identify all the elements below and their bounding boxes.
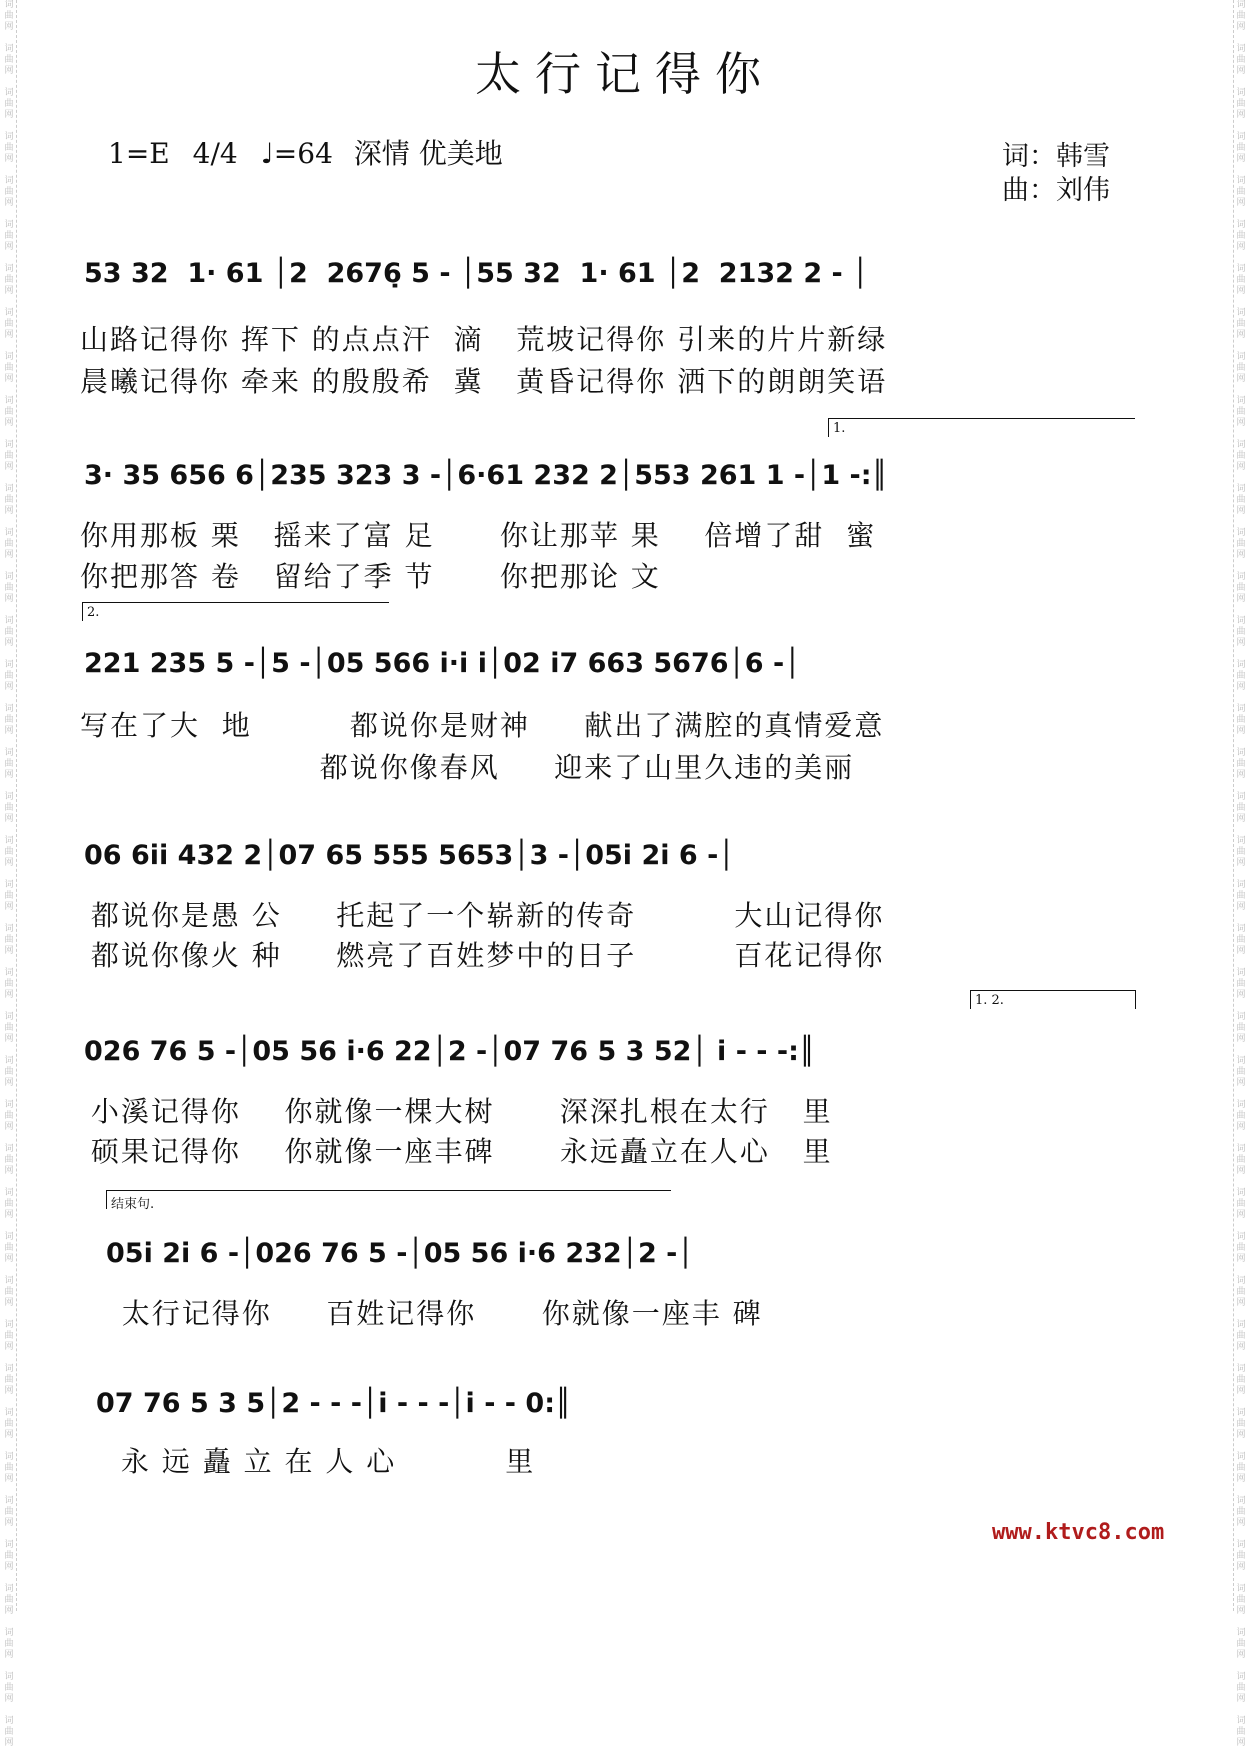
lyric-row-3-verse-2: 都说你像春风 迎来了山里久违的美丽	[80, 751, 855, 784]
notation-row-7: 07 76 5 3 5│2 - - -│i - - -│i - - 0:║	[96, 1388, 572, 1419]
lyric-row-4-verse-2: 都说你像火 种 燃亮了百姓梦中的日子 百花记得你	[80, 939, 885, 972]
lyric-row-4-verse-1: 都说你是愚 公 托起了一个崭新的传奇 大山记得你	[80, 899, 885, 932]
notation-row-3: 221 235 5 -│5 -│05 566 i·i i│02 i7 663 5676│6 -│	[84, 648, 801, 679]
volta-first-second-ending: 1. 2.	[970, 990, 1136, 1009]
lyric-row-7: 永 远 矗 立 在 人 心 里	[110, 1445, 536, 1478]
lyric-row-6: 太行记得你 百姓记得你 你就像一座丰 碑	[100, 1297, 763, 1330]
time-signature: 4/4	[192, 137, 238, 170]
expression-marking: 深情 优美地	[353, 137, 503, 170]
site-url: www.ktvc8.com	[992, 1520, 1165, 1545]
volta-second-ending: 2.	[82, 602, 389, 621]
side-watermark-left: 词 曲 网 词 曲 网 词 曲 网 词 曲 网 词 曲 网 词 曲 网 词 曲 网 词 曲 网 词 曲 网 词 曲 网 词 曲 网 词 曲 网 词 曲 网 词 曲 网 词 曲 网 词 曲 网 词 曲 网 词 曲 网 词 曲 网 词 曲 网 词 曲 网 词 曲 网 词 曲 网 词 曲 网 词 曲 网 词 曲 网 词 曲 网 词 曲 网 词 曲 网 词 曲 网 词 曲 网 词 曲 网 词 曲 网 词 曲 网 词 曲 网 词 曲 网 词 曲 网 词 曲 网 词 曲 网 词 曲 网	[2, 0, 17, 1611]
notation-row-2: 3· 35 656 6│235 323 3 -│6·61 232 2│553 261 1 -│1 -:║	[84, 460, 888, 491]
lyric-row-1-verse-2: 晨曦记得你 牵来 的殷殷希 冀 黄昏记得你 洒下的朗朗笑语	[80, 365, 888, 398]
tempo-marking: ♩=64	[260, 137, 333, 170]
score-header	[108, 132, 503, 172]
song-title: 太行记得你	[475, 47, 775, 101]
lyricist-credit: 词：韩雪	[1002, 141, 1110, 172]
notation-row-4: 06 6ii 432 2│07 65 555 5653│3 -│05i 2i 6 -│	[84, 840, 735, 871]
lyric-row-3-verse-1: 写在了大 地 都说你是财神 献出了满腔的真情爱意	[80, 709, 885, 742]
notation-row-6: 05i 2i 6 -│026 76 5 -│05 56 i·6 232│2 -│	[106, 1238, 694, 1269]
notation-row-5: 026 76 5 -│05 56 i·6 22│2 -│07 76 5 3 52│ i - - -:║	[84, 1036, 816, 1067]
key-signature: 1=E	[108, 137, 170, 170]
lyric-row-2-verse-2: 你把那答 卷 留给了季 节 你把那论 文	[80, 560, 661, 593]
volta-first-ending: 1.	[828, 418, 1135, 437]
volta-coda-ending: 结束句.	[106, 1190, 671, 1209]
composer-credit: 曲：刘伟	[1002, 175, 1110, 206]
lyric-row-5-verse-2: 硕果记得你 你就像一座丰碑 永远矗立在人心 里	[80, 1135, 833, 1168]
credits	[1002, 140, 1110, 208]
notation-row-1: 53 32 1· 61 │2 2676̣ 5 - │55 32 1· 61 │2 2132 2 - │	[84, 258, 869, 289]
side-watermark-right: 词 曲 网 词 曲 网 词 曲 网 词 曲 网 词 曲 网 词 曲 网 词 曲 网 词 曲 网 词 曲 网 词 曲 网 词 曲 网 词 曲 网 词 曲 网 词 曲 网 词 曲 网 词 曲 网 词 曲 网 词 曲 网 词 曲 网 词 曲 网 词 曲 网 词 曲 网 词 曲 网 词 曲 网 词 曲 网 词 曲 网 词 曲 网 词 曲 网 词 曲 网 词 曲 网 词 曲 网 词 曲 网 词 曲 网 词 曲 网 词 曲 网 词 曲 网 词 曲 网 词 曲 网 词 曲 网 词 曲 网	[1233, 0, 1248, 1611]
lyric-row-1-verse-1: 山路记得你 挥下 的点点汗 滴 荒坡记得你 引来的片片新绿	[80, 323, 888, 356]
lyric-row-2-verse-1: 你用那板 栗 摇来了富 足 你让那苹 果 倍增了甜 蜜	[80, 519, 877, 552]
lyric-row-5-verse-1: 小溪记得你 你就像一棵大树 深深扎根在太行 里	[80, 1095, 833, 1128]
